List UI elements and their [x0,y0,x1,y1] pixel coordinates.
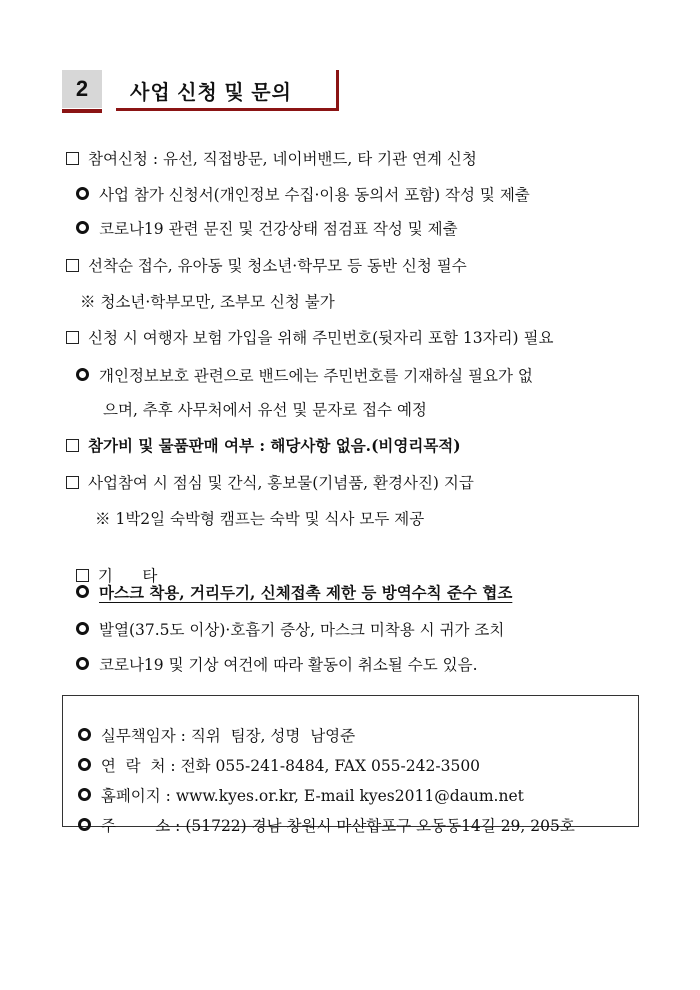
item-text: 참여신청 : 유선, 직접방문, 네이버밴드, 타 기관 연계 신청 [88,150,477,168]
checkbox-square-icon [66,259,79,272]
item-text: 마스크 착용, 거리두기, 신체접촉 제한 등 방역수칙 준수 협조 [99,583,513,602]
list-item [80,292,335,312]
checkbox-square-icon [66,152,79,165]
list-item [66,473,474,493]
item-text: 1박2일 숙박형 캠프는 숙박 및 식사 모두 제공 [115,510,425,528]
item-text: 개인정보보호 관련으로 밴드에는 주민번호를 기재하실 필요가 없 [99,367,533,385]
item-text: 사업 참가 신청서(개인정보 수집·이용 동의서 포함) 작성 및 제출 [99,186,530,204]
bullet-circle-icon [76,187,89,200]
bullet-circle-icon [76,585,89,598]
item-text: 사업참여 시 점심 및 간식, 홍보물(기념품, 환경사진) 지급 [88,474,474,492]
list-item [66,256,467,276]
item-text: 코로나19 관련 문진 및 건강상태 점검표 작성 및 제출 [99,220,458,238]
list-item [76,219,458,239]
list-item [66,546,157,586]
item-text: 신청 시 여행자 보험 가입을 위해 주민번호(뒷자리 포함 13자리) 필요 [88,329,554,347]
contact-label: 홈페이지 : [100,787,171,805]
item-text: 코로나19 및 기상 여건에 따라 활동이 취소될 수도 있음. [99,656,478,674]
bullet-circle-icon [76,221,89,234]
contact-label: 주 소 : [100,817,181,835]
checkbox-square-icon [66,331,79,344]
list-item-continuation [103,400,427,420]
item-text: 참가비 및 물품판매 여부 : 해당사항 없음.(비영리목적) [88,436,461,455]
contact-value: 직위 팀장, 성명 남영준 [190,727,356,745]
list-item [76,583,512,603]
list-item [76,185,530,205]
note-symbol-icon: ※ [95,510,111,528]
list-item [76,366,533,386]
bullet-circle-icon [78,818,91,831]
item-text: 청소년·학부모만, 조부모 신청 불가 [100,293,335,311]
list-item [76,620,504,640]
bullet-circle-icon [76,657,89,670]
note-symbol-icon: ※ [80,293,96,311]
section-title-box [116,70,339,111]
bullet-circle-icon [76,368,89,381]
list-item [95,509,424,529]
contact-value: www.kyes.or.kr, E-mail kyes2011@daum.net [175,787,524,805]
contact-row [68,796,575,836]
list-item [66,149,477,169]
item-text: 선착순 접수, 유아동 및 청소년·학무모 등 동반 신청 필수 [88,257,467,275]
contact-label: 실무책임자 : [100,727,186,745]
list-item [66,328,553,348]
contact-label: 연 락 처 : [100,757,176,775]
list-item [66,436,461,456]
section-header [62,70,338,116]
item-text: 발열(37.5도 이상)·호흡기 증상, 마스크 미착용 시 귀가 조치 [99,621,505,639]
section-title: 사업 신청 및 문의 [130,82,292,104]
section-number: 2 [62,70,102,108]
item-text: 기 타 [97,567,158,585]
checkbox-square-icon [66,476,79,489]
contact-value: 전화 055-241-8484, FAX 055-242-3500 [180,757,481,775]
item-text: 으며, 추후 사무처에서 유선 및 문자로 접수 예정 [103,401,427,419]
list-item [76,655,478,675]
checkbox-square-icon [66,439,79,452]
contact-value: (51722) 경남 창원시 마산합포구 오동동14길 29, 205호 [185,817,575,835]
checkbox-square-icon [76,569,89,582]
bullet-circle-icon [76,622,89,635]
